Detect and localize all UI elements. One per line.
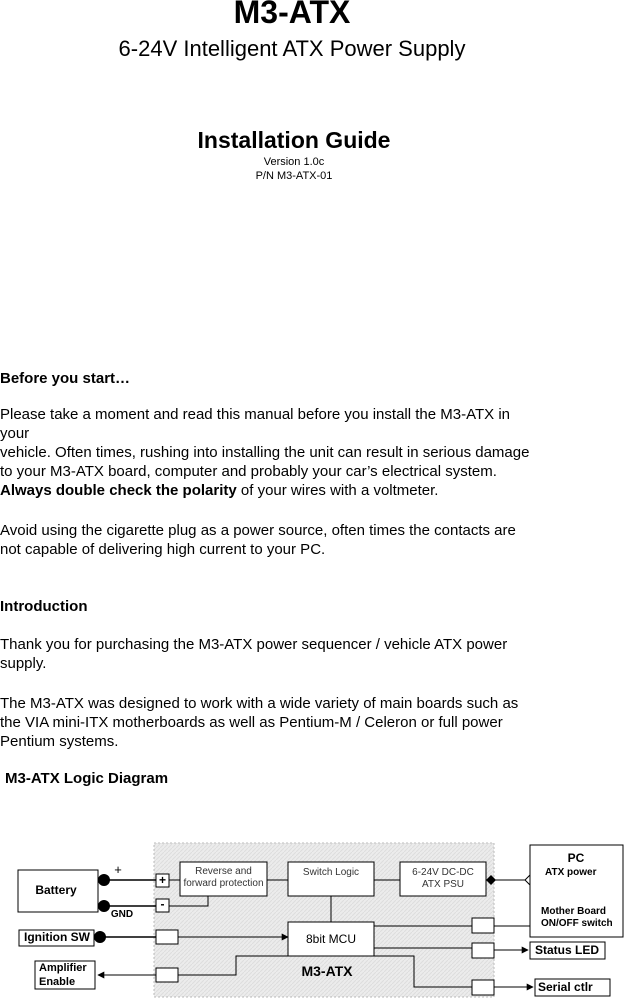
document-subtitle: 6-24V Intelligent ATX Power Supply [118, 36, 466, 61]
mb-label-line1: Mother Board [541, 906, 606, 917]
minus-box-label: - [160, 897, 165, 912]
gnd-label: GND [110, 909, 134, 920]
pc-label: PC [567, 851, 585, 865]
introduction-paragraph-2 [0, 694, 612, 751]
document-title: M3-ATX [233, 0, 351, 30]
atx-power-label: ATX power [545, 867, 597, 878]
text-line: to your M3-ATX board, computer and probably your car’s electrical system. [0, 463, 497, 480]
text-line [0, 481, 612, 500]
plus-sign: + [114, 862, 122, 877]
text-line: Pentium systems. [0, 733, 119, 750]
amplifier-output [156, 968, 178, 982]
board-label: M3-ATX [301, 963, 353, 979]
led-connector [472, 943, 494, 958]
guide-title: Installation Guide [197, 127, 391, 153]
mcu-label: 8bit MCU [305, 932, 357, 947]
battery-label: Battery [35, 883, 77, 898]
text-line: your [0, 425, 30, 442]
logic-diagram [0, 838, 624, 998]
mb-label-line2: ON/OFF switch [541, 918, 613, 929]
text-span: of your wires with a voltmeter. [236, 482, 439, 499]
diagram-heading: M3-ATX Logic Diagram [5, 770, 169, 787]
text-line: The M3-ATX was designed to work with a wide variety of main boards such as [0, 695, 519, 712]
text-line: Please take a moment and read this manual before you install the M3-ATX in [0, 406, 510, 423]
reverse-label-line1: Reverse and [195, 866, 252, 877]
before-you-start-paragraph-2 [0, 521, 612, 559]
before-you-start-paragraph-1 [0, 405, 612, 500]
introduction-paragraph-1 [0, 635, 612, 673]
amp-label-line1: Amplifier [39, 962, 87, 974]
psu-label-line1: 6-24V DC-DC [412, 867, 474, 878]
section-heading-before-you-start: Before you start… [0, 370, 131, 387]
text-line: the VIA mini-ITX motherboards as well as Pentium-M / Celeron or full power [0, 714, 503, 731]
psu-label-line2: ATX PSU [421, 879, 465, 890]
serial-connector [472, 980, 494, 995]
text-line: supply. [0, 655, 47, 672]
amp-label-line2: Enable [39, 976, 76, 988]
text-line: Avoid using the cigarette plug as a power source, often times the contacts are [0, 522, 516, 539]
text-line: not capable of delivering high current to your PC. [0, 541, 326, 558]
serial-label: Serial ctlr [538, 980, 593, 995]
section-heading-introduction: Introduction [0, 598, 88, 615]
plus-box-label: + [158, 873, 167, 888]
ignition-input [156, 930, 178, 944]
switch-logic-label: Switch Logic [302, 867, 360, 878]
onoff-connector [472, 918, 494, 933]
text-line: Thank you for purchasing the M3-ATX power sequencer / vehicle ATX power [0, 636, 508, 653]
status-led-label: Status LED [534, 943, 600, 958]
ignition-label: Ignition SW [24, 930, 90, 945]
text-line: vehicle. Often times, rushing into installing the unit can result in serious damage [0, 444, 530, 461]
bold-warning: Always double check the polarity [0, 482, 237, 499]
reverse-label-line2: forward protection [183, 878, 264, 889]
part-number: P/N M3-ATX-01 [255, 170, 333, 182]
guide-version: Version 1.0c [263, 156, 325, 168]
